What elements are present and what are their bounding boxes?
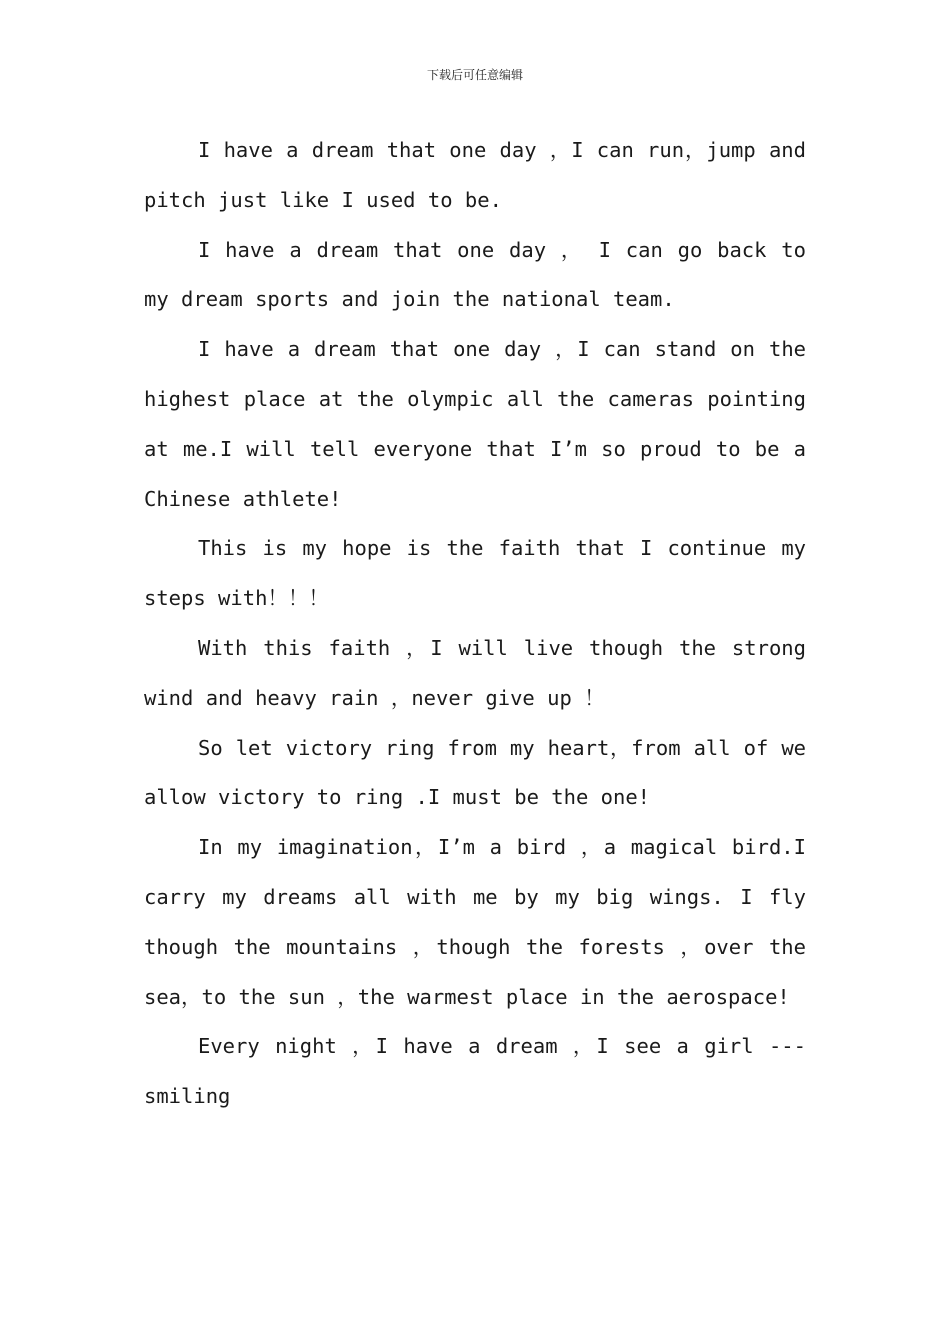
paragraph: This is my hope is the faith that I continue my steps with！！！ [144,536,806,611]
document-body [144,126,806,1122]
paragraph: With this faith ，I will live though the strong wind and heavy rain ，never give up ！ [144,635,806,710]
paragraph: I have a dream that one day ，I can run，jump and pitch just like I used to be. [144,138,806,212]
page-header: 下载后可任意编辑 [426,68,523,82]
paragraph: So let victory ring from my heart，from all of we allow victory to ring .I must be the one! [144,735,806,810]
paragraph: I have a dream that one day ， I can go back to my dream sports and join the national team. [144,237,806,312]
paragraph: Every night ，I have a dream ，I see a girl --- smiling [144,1034,806,1109]
paragraph: In my imagination，I’m a bird ，a magical bird.I carry my dreams all with me by my big wings. I fly though the mountains ，though the forests ，over the sea，to the sun ，the warmest place in the aerospace! [144,835,806,1009]
paragraph: I have a dream that one day ，I can stand on the highest place at the olympic all the cameras pointing at me.I will tell everyone that I’m so proud to be a Chinese athlete! [144,337,806,511]
